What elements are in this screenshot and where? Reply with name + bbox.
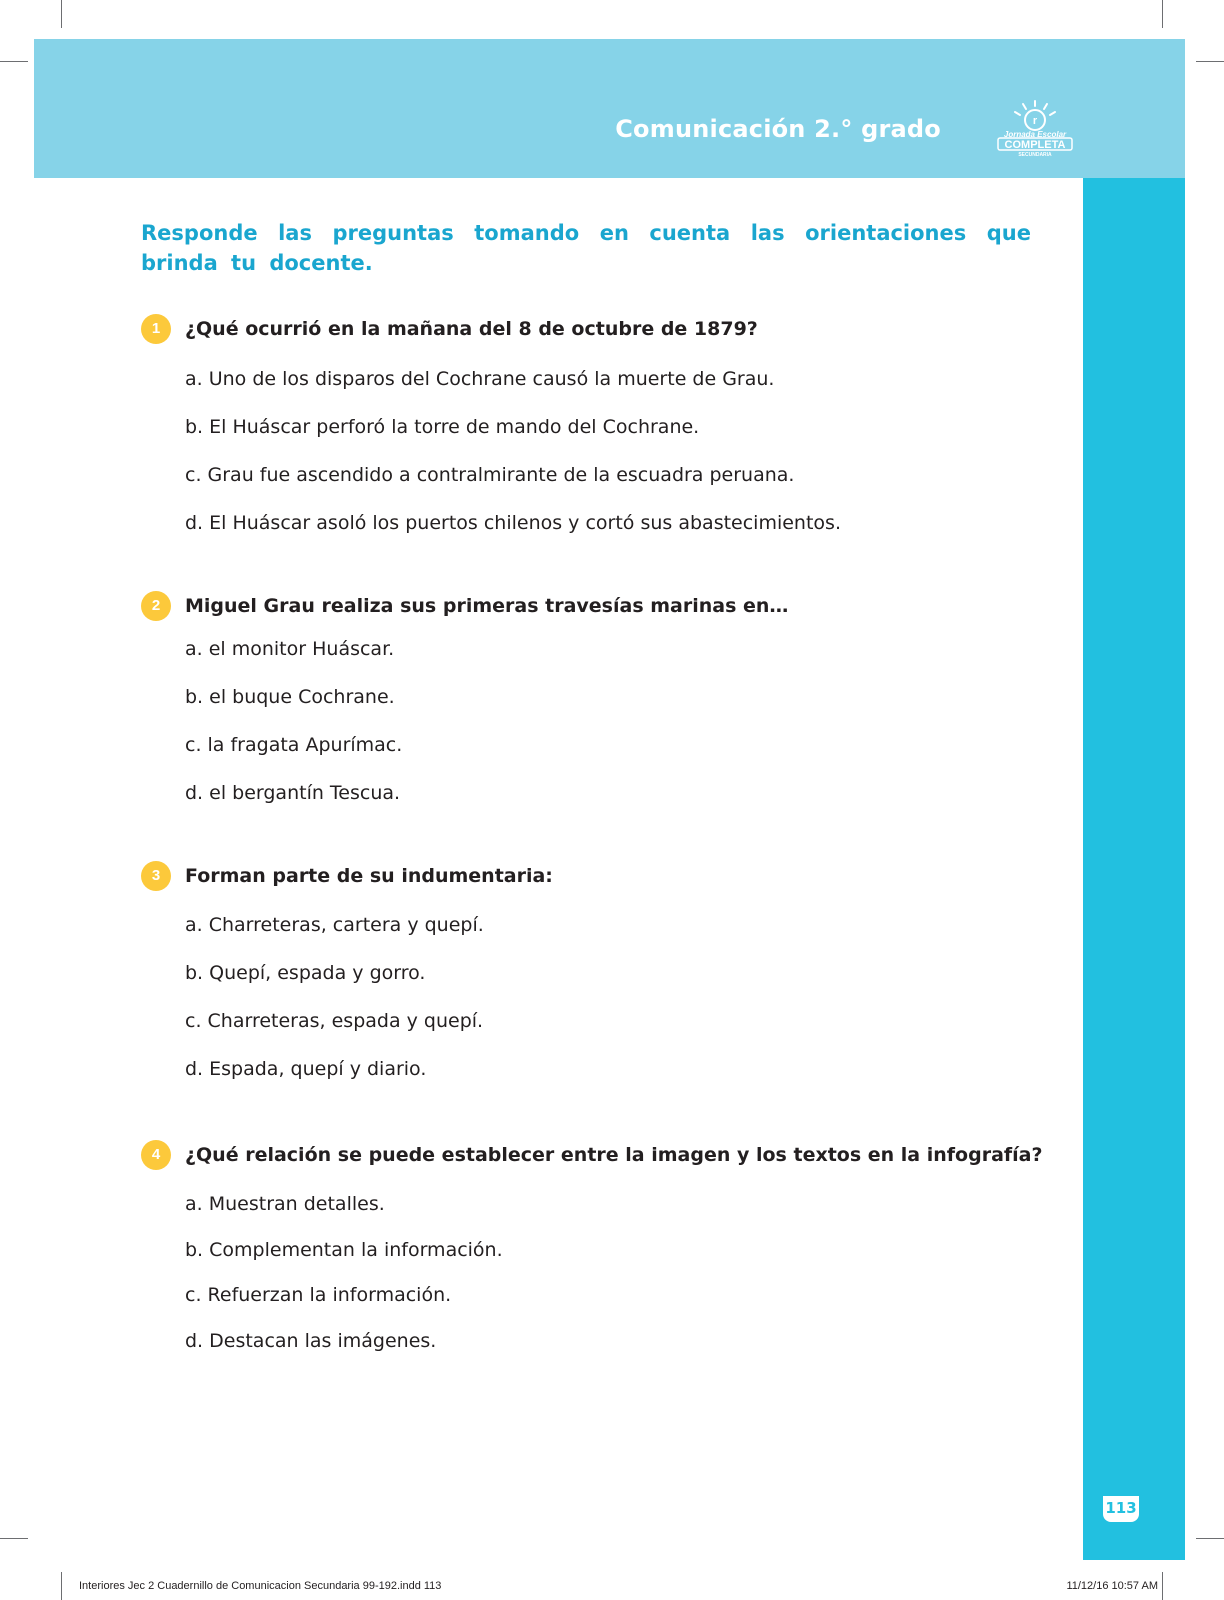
footer-timestamp: 11/12/16 10:57 AM	[1066, 1580, 1158, 1592]
answer-option: a. Uno de los disparos del Cochrane causó la muerte de Grau.	[185, 368, 775, 390]
answer-option: c. Refuerzan la información.	[185, 1284, 452, 1306]
question-2	[141, 591, 1041, 804]
question-number-badge: 4	[141, 1140, 171, 1170]
page-number: 113	[1103, 1496, 1139, 1522]
svg-text:r: r	[1032, 115, 1038, 127]
answer-option: d. Espada, quepí y diario.	[185, 1058, 427, 1080]
crop-mark	[1196, 61, 1224, 62]
side-band	[1083, 178, 1185, 1560]
footer-file-info: Interiores Jec 2 Cuadernillo de Comunicacion Secundaria 99-192.indd 113	[79, 1580, 442, 1592]
question-text: ¿Qué ocurrió en la mañana del 8 de octubre de 1879?	[185, 318, 758, 340]
question-number-badge: 2	[141, 591, 171, 621]
answer-option: c. Charreteras, espada y quepí.	[185, 1010, 484, 1032]
answer-option: d. Destacan las imágenes.	[185, 1330, 437, 1352]
crop-mark	[0, 1538, 28, 1539]
answer-option: d. el bergantín Tescua.	[185, 782, 401, 804]
answer-option: b. el buque Cochrane.	[185, 686, 395, 708]
question-text: ¿Qué relación se puede establecer entre la imagen y los textos en la infografía?	[185, 1144, 1043, 1166]
crop-mark	[1162, 0, 1163, 28]
svg-text:Jornada Escolar: Jornada Escolar	[1003, 130, 1067, 139]
jornada-escolar-completa-logo	[990, 98, 1080, 158]
question-text: Miguel Grau realiza sus primeras travesías marinas en…	[185, 595, 789, 617]
answer-option: b. Complementan la información.	[185, 1239, 503, 1261]
crop-mark	[61, 0, 62, 28]
crop-mark	[1196, 1538, 1224, 1539]
answer-option: c. Grau fue ascendido a contralmirante de la escuadra peruana.	[185, 464, 795, 486]
page-header-title: Comunicación 2.° grado	[615, 115, 941, 143]
answer-option: a. Muestran detalles.	[185, 1193, 385, 1215]
question-number-badge: 1	[141, 314, 171, 344]
answer-option: a. Charreteras, cartera y quepí.	[185, 914, 484, 936]
question-1	[141, 314, 1041, 534]
question-number-badge: 3	[141, 861, 171, 891]
question-3	[141, 861, 1041, 1080]
question-text: Forman parte de su indumentaria:	[185, 865, 553, 887]
answer-option: c. la fragata Apurímac.	[185, 734, 403, 756]
question-4	[141, 1140, 1043, 1352]
crop-mark	[1162, 1572, 1163, 1600]
answer-option: a. el monitor Huáscar.	[185, 638, 395, 660]
instruction-text: Responde las preguntas tomando en cuenta las orientaciones que brinda tu docente.	[141, 221, 1031, 275]
answer-option: d. El Huáscar asoló los puertos chilenos y cortó sus abastecimientos.	[185, 512, 841, 534]
svg-text:SECUNDARIA: SECUNDARIA	[1018, 152, 1052, 158]
svg-text:COMPLETA: COMPLETA	[1004, 139, 1066, 151]
answer-option: b. El Huáscar perforó la torre de mando del Cochrane.	[185, 416, 700, 438]
answer-option: b. Quepí, espada y gorro.	[185, 962, 426, 984]
crop-mark	[0, 61, 28, 62]
crop-mark	[61, 1572, 62, 1600]
